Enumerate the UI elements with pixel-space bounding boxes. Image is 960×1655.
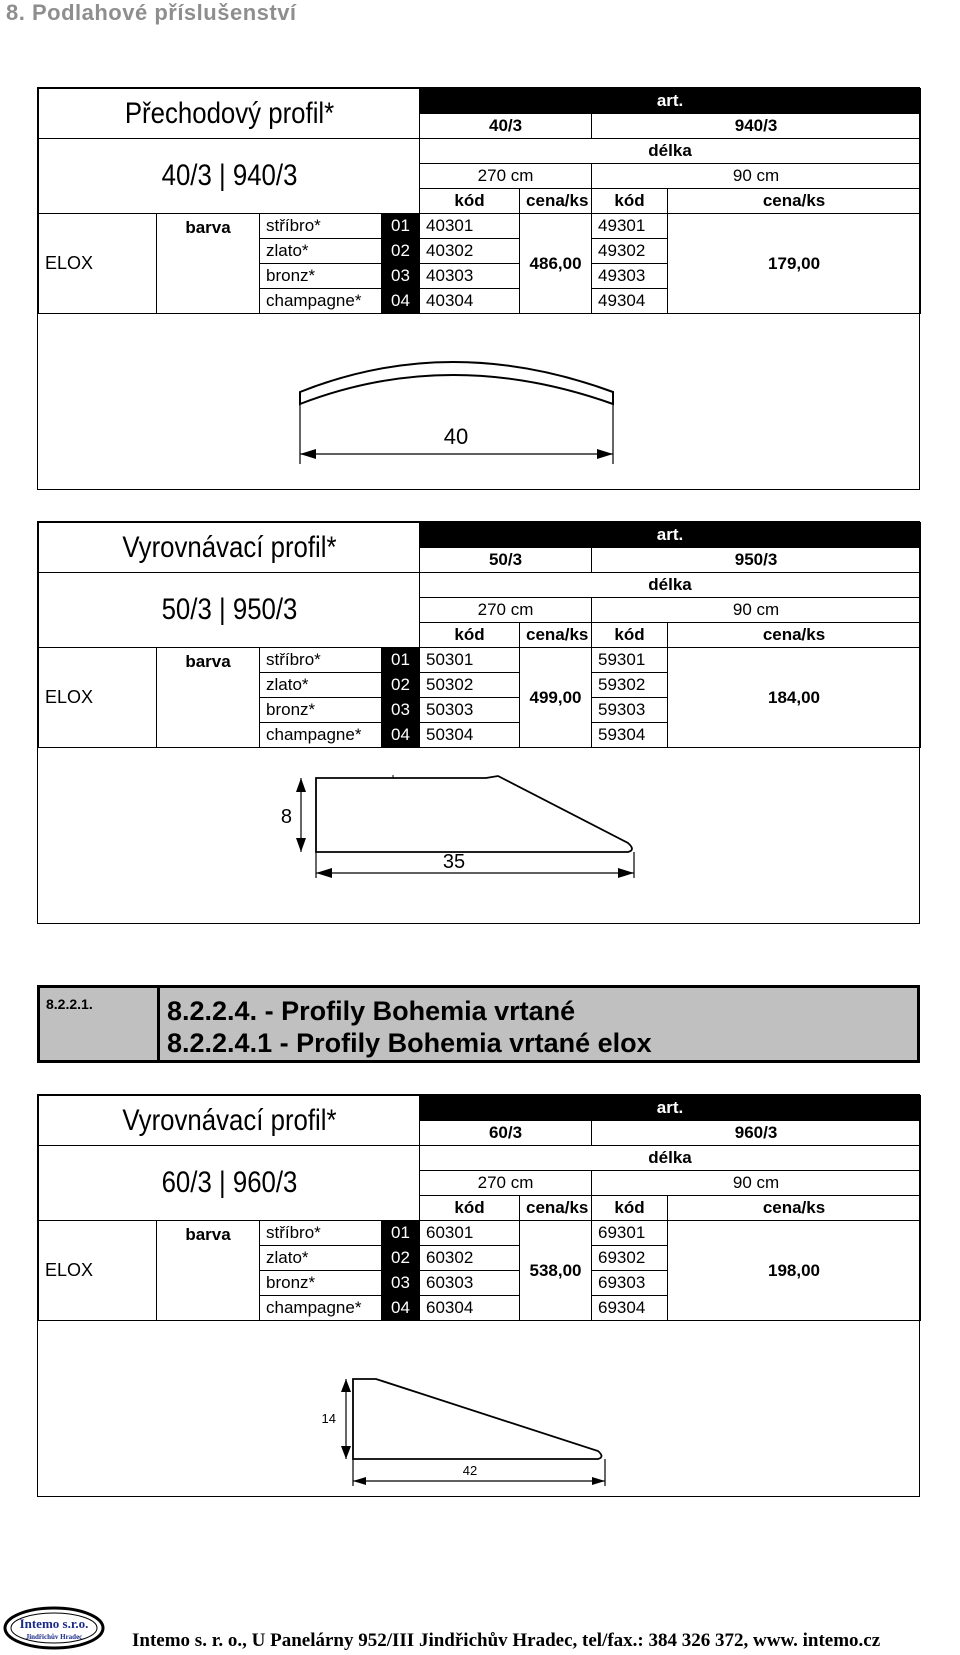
drawing-area: [38, 314, 919, 489]
color-name: bronz*: [260, 698, 382, 723]
code-a: 50302: [420, 673, 520, 698]
code-b: 69302: [592, 1246, 668, 1271]
product-title: Přechodový profil*: [65, 89, 393, 139]
code-b: 69304: [592, 1296, 668, 1321]
code-b: 49301: [592, 214, 668, 239]
code-a: 40304: [420, 289, 520, 314]
code-b: 69301: [592, 1221, 668, 1246]
code-b: 59301: [592, 648, 668, 673]
color-name: stříbro*: [260, 1221, 382, 1246]
product-table: [38, 1095, 921, 1321]
code-a: 50304: [420, 723, 520, 748]
price-b: 198,00: [668, 1221, 921, 1321]
dimension-height: 8: [280, 806, 292, 828]
code-header-b: kód: [592, 1196, 668, 1221]
dimension-width: 35: [442, 851, 466, 873]
art-code-b: 940/3: [592, 114, 921, 139]
color-name: zlato*: [260, 1246, 382, 1271]
company-logo: [2, 1605, 106, 1651]
color-code: 01: [382, 648, 420, 673]
price-header-b: cena/ks: [668, 1196, 921, 1221]
color-code: 02: [382, 673, 420, 698]
color-name: champagne*: [260, 723, 382, 748]
length-header: délka: [420, 1146, 921, 1171]
art-code-b: 950/3: [592, 548, 921, 573]
price-header-a: cena/ks: [520, 189, 592, 214]
color-code: 01: [382, 214, 420, 239]
finish-label: ELOX: [39, 1221, 157, 1321]
product-subtitle: 60/3 | 960/3: [65, 1146, 393, 1221]
code-a: 40303: [420, 264, 520, 289]
drawing-area: [38, 748, 919, 923]
dimension-width: 42: [462, 1463, 478, 1478]
color-code: 03: [382, 1271, 420, 1296]
color-name: champagne*: [260, 1296, 382, 1321]
code-b: 69303: [592, 1271, 668, 1296]
code-b: 49302: [592, 239, 668, 264]
price-header-b: cena/ks: [668, 623, 921, 648]
price-a: 499,00: [520, 648, 592, 748]
product-title: Vyrovnávací profil*: [65, 523, 393, 573]
dimension-height: 14: [321, 1411, 336, 1426]
color-label: barva: [157, 214, 260, 314]
art-header: art.: [420, 523, 921, 548]
product-subtitle: 40/3 | 940/3: [65, 139, 393, 214]
code-a: 50301: [420, 648, 520, 673]
color-name: stříbro*: [260, 214, 382, 239]
price-header-a: cena/ks: [520, 1196, 592, 1221]
color-code: 04: [382, 1296, 420, 1321]
section-title: 8.2.2.4. - Profily Bohemia vrtané: [167, 996, 576, 1026]
code-a: 40302: [420, 239, 520, 264]
art-code-a: 40/3: [420, 114, 592, 139]
section-heading: [37, 985, 920, 1063]
color-name: champagne*: [260, 289, 382, 314]
code-a: 60301: [420, 1221, 520, 1246]
profile-drawing: [38, 1321, 919, 1491]
code-a: 40301: [420, 214, 520, 239]
color-code: 02: [382, 1246, 420, 1271]
code-header-b: kód: [592, 189, 668, 214]
color-row: [39, 214, 921, 239]
price-b: 184,00: [668, 648, 921, 748]
art-header: art.: [420, 1096, 921, 1121]
color-name: zlato*: [260, 673, 382, 698]
logo-subtext: Jindřichův Hradec: [25, 1633, 83, 1641]
product-block: [37, 521, 920, 924]
length-long: 270 cm: [420, 1171, 592, 1196]
code-b: 49304: [592, 289, 668, 314]
color-code: 01: [382, 1221, 420, 1246]
section-divider: [157, 988, 160, 1060]
code-a: 60303: [420, 1271, 520, 1296]
product-table: [38, 522, 921, 748]
art-code-a: 60/3: [420, 1121, 592, 1146]
product-title: Vyrovnávací profil*: [65, 1096, 393, 1146]
section-subtitle: 8.2.2.4.1 - Profily Bohemia vrtané elox: [167, 1028, 652, 1058]
page-header: 8. Podlahové příslušenství: [6, 0, 297, 25]
art-code-b: 960/3: [592, 1121, 921, 1146]
color-name: zlato*: [260, 239, 382, 264]
color-row: [39, 1221, 921, 1246]
color-name: bronz*: [260, 264, 382, 289]
code-b: 59302: [592, 673, 668, 698]
finish-label: ELOX: [39, 214, 157, 314]
code-b: 59303: [592, 698, 668, 723]
footer-address: Intemo s. r. o., U Panelárny 952/III Jindřichův Hradec, tel/fax.: 384 326 372, www. intemo.cz: [132, 1630, 881, 1651]
code-a: 60304: [420, 1296, 520, 1321]
finish-label: ELOX: [39, 648, 157, 748]
length-header: délka: [420, 139, 921, 164]
length-long: 270 cm: [420, 164, 592, 189]
length-short: 90 cm: [592, 598, 921, 623]
color-name: bronz*: [260, 1271, 382, 1296]
product-table: [38, 88, 921, 314]
length-long: 270 cm: [420, 598, 592, 623]
product-block: [37, 87, 920, 490]
price-a: 538,00: [520, 1221, 592, 1321]
logo-text: Intemo s.r.o.: [19, 1616, 89, 1631]
code-header-a: kód: [420, 623, 520, 648]
color-code: 02: [382, 239, 420, 264]
length-short: 90 cm: [592, 164, 921, 189]
product-block: [37, 1094, 920, 1497]
color-code: 03: [382, 698, 420, 723]
code-header-a: kód: [420, 189, 520, 214]
code-b: 49303: [592, 264, 668, 289]
code-header-a: kód: [420, 1196, 520, 1221]
color-code: 04: [382, 289, 420, 314]
drawing-area: [38, 1321, 919, 1496]
art-code-a: 50/3: [420, 548, 592, 573]
code-a: 60302: [420, 1246, 520, 1271]
color-row: [39, 648, 921, 673]
price-header-a: cena/ks: [520, 623, 592, 648]
code-a: 50303: [420, 698, 520, 723]
code-b: 59304: [592, 723, 668, 748]
code-header-b: kód: [592, 623, 668, 648]
length-header: délka: [420, 573, 921, 598]
length-short: 90 cm: [592, 1171, 921, 1196]
product-subtitle: 50/3 | 950/3: [65, 573, 393, 648]
section-number: 8.2.2.1.: [46, 996, 93, 1012]
price-a: 486,00: [520, 214, 592, 314]
dimension-width: 40: [443, 424, 469, 449]
profile-drawing: [38, 748, 919, 918]
color-code: 04: [382, 723, 420, 748]
color-name: stříbro*: [260, 648, 382, 673]
profile-drawing: [38, 314, 919, 484]
art-header: art.: [420, 89, 921, 114]
price-header-b: cena/ks: [668, 189, 921, 214]
color-label: barva: [157, 648, 260, 748]
color-label: barva: [157, 1221, 260, 1321]
color-code: 03: [382, 264, 420, 289]
price-b: 179,00: [668, 214, 921, 314]
